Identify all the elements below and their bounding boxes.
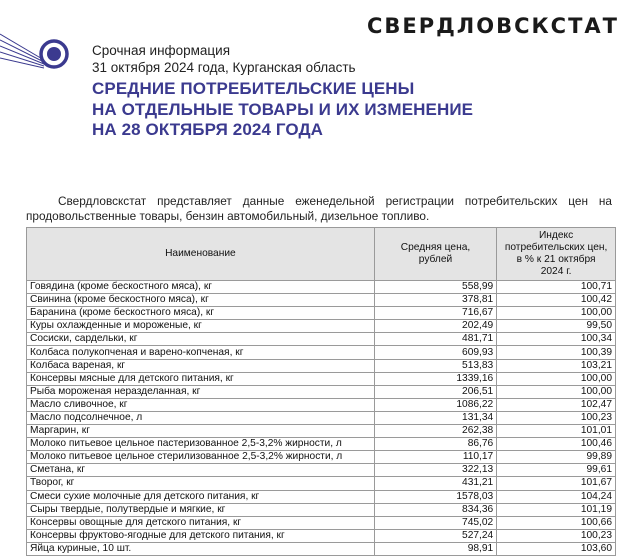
cell-avg-price: 834,36: [374, 503, 496, 516]
cell-avg-price: 716,67: [374, 307, 496, 320]
price-header-line: рублей: [418, 254, 453, 265]
table-row: [27, 477, 616, 490]
cell-avg-price: 527,24: [374, 529, 496, 542]
cell-product-name: Сметана, кг: [27, 464, 375, 477]
price-header-line: Средняя цена,: [400, 242, 471, 253]
diagonal-lines-decoration: [0, 34, 44, 68]
cell-product-name: Сосиски, сардельки, кг: [27, 333, 375, 346]
cell-product-name: Баранина (кроме бескостного мяса), кг: [27, 307, 375, 320]
cell-avg-price: 609,93: [374, 346, 496, 359]
cell-avg-price: 98,91: [374, 542, 496, 555]
column-header-price: [374, 228, 496, 281]
cell-avg-price: 431,21: [374, 477, 496, 490]
index-header-line: потребительских цен,: [504, 242, 608, 253]
cell-avg-price: 110,17: [374, 451, 496, 464]
agency-name: СВЕРДЛОВСКСТАТ: [366, 14, 619, 38]
column-header-name: Наименование: [27, 228, 375, 281]
cell-product-name: Свинина (кроме бескостного мяса), кг: [27, 294, 375, 307]
cell-avg-price: 1086,22: [374, 398, 496, 411]
cell-price-index: 100,00: [497, 385, 616, 398]
cell-price-index: 99,50: [497, 320, 616, 333]
cell-avg-price: 86,76: [374, 438, 496, 451]
cell-avg-price: 513,83: [374, 359, 496, 372]
cell-price-index: 99,89: [497, 451, 616, 464]
price-table: [26, 227, 616, 556]
cell-product-name: Колбаса вареная, кг: [27, 359, 375, 372]
table-row: [27, 425, 616, 438]
table-row: [27, 333, 616, 346]
table-row: [27, 398, 616, 411]
cell-avg-price: 378,81: [374, 294, 496, 307]
table-row: [27, 490, 616, 503]
cell-price-index: 100,46: [497, 438, 616, 451]
table-row: [27, 294, 616, 307]
intro-paragraph: Свердловскстат представляет данные еженедельной регистрации потребительских цен на продовольственные товары, бензин автомобильный, дизельное топливо.: [26, 193, 612, 223]
cell-price-index: 101,19: [497, 503, 616, 516]
cell-product-name: Куры охлажденные и мороженые, кг: [27, 320, 375, 333]
cell-price-index: 100,66: [497, 516, 616, 529]
release-type: Срочная информация: [92, 43, 231, 58]
cell-avg-price: 322,13: [374, 464, 496, 477]
cell-avg-price: 131,34: [374, 411, 496, 424]
table-row: [27, 464, 616, 477]
table-row: [27, 372, 616, 385]
table-row: [27, 542, 616, 555]
table-row: [27, 411, 616, 424]
page-title: [92, 79, 473, 141]
cell-price-index: 100,42: [497, 294, 616, 307]
cell-price-index: 102,47: [497, 398, 616, 411]
cell-product-name: Творог, кг: [27, 477, 375, 490]
cell-product-name: Смеси сухие молочные для детского питания, кг: [27, 490, 375, 503]
table-row: [27, 438, 616, 451]
cell-product-name: Масло подсолнечное, л: [27, 411, 375, 424]
table-row: [27, 516, 616, 529]
table-row: [27, 281, 616, 294]
table-row: [27, 529, 616, 542]
cell-price-index: 100,00: [497, 372, 616, 385]
cell-product-name: Маргарин, кг: [27, 425, 375, 438]
cell-price-index: 103,21: [497, 359, 616, 372]
cell-price-index: 100,23: [497, 529, 616, 542]
cell-price-index: 100,34: [497, 333, 616, 346]
cell-product-name: Сыры твердые, полутвердые и мягкие, кг: [27, 503, 375, 516]
cell-price-index: 104,24: [497, 490, 616, 503]
cell-product-name: Консервы овощные для детского питания, кг: [27, 516, 375, 529]
table-row: [27, 451, 616, 464]
title-line-3: НА 28 ОКТЯБРЯ 2024 ГОДА: [92, 120, 324, 139]
cell-price-index: 101,67: [497, 477, 616, 490]
table-row: [27, 359, 616, 372]
title-line-2: НА ОТДЕЛЬНЫЕ ТОВАРЫ И ИХ ИЗМЕНЕНИЕ: [92, 99, 474, 119]
cell-avg-price: 745,02: [374, 516, 496, 529]
cell-avg-price: 202,49: [374, 320, 496, 333]
cell-price-index: 103,60: [497, 542, 616, 555]
cell-price-index: 100,39: [497, 346, 616, 359]
cell-avg-price: 558,99: [374, 281, 496, 294]
cell-price-index: 100,00: [497, 307, 616, 320]
logo-graphic: [0, 30, 80, 84]
cell-product-name: Масло сливочное, кг: [27, 398, 375, 411]
release-date-region: 31 октября 2024 года, Курганская область: [92, 60, 356, 75]
title-line-1: СРЕДНИЕ ПОТРЕБИТЕЛЬСКИЕ ЦЕНЫ: [92, 79, 415, 98]
cell-avg-price: 262,38: [374, 425, 496, 438]
cell-price-index: 100,23: [497, 411, 616, 424]
cell-product-name: Консервы мясные для детского питания, кг: [27, 372, 375, 385]
cell-avg-price: 481,71: [374, 333, 496, 346]
cell-product-name: Яйца куриные, 10 шт.: [27, 542, 375, 555]
table-row: [27, 307, 616, 320]
cell-avg-price: 206,51: [374, 385, 496, 398]
table-row: [27, 346, 616, 359]
index-header-line: в % к 21 октября: [516, 254, 596, 265]
index-header-line: 2024 г.: [540, 266, 572, 277]
cell-avg-price: 1339,16: [374, 372, 496, 385]
cell-price-index: 99,61: [497, 464, 616, 477]
cell-price-index: 101,01: [497, 425, 616, 438]
cell-avg-price: 1578,03: [374, 490, 496, 503]
table-row: [27, 320, 616, 333]
cell-product-name: Молоко питьевое цельное стерилизованное 2,5-3,2% жирности, л: [27, 451, 375, 464]
cell-product-name: Рыба мороженая неразделанная, кг: [27, 385, 375, 398]
table-row: [27, 385, 616, 398]
cell-product-name: Говядина (кроме бескостного мяса), кг: [27, 281, 375, 294]
cell-product-name: Молоко питьевое цельное пастеризованное 2,5-3,2% жирности, л: [27, 438, 375, 451]
cell-price-index: 100,71: [497, 281, 616, 294]
table-header-row: [27, 228, 616, 281]
cell-product-name: Консервы фруктово-ягодные для детского питания, кг: [27, 529, 375, 542]
table-row: [27, 503, 616, 516]
column-header-index: [497, 228, 616, 281]
cell-product-name: Колбаса полукопченая и варено-копченая, кг: [27, 346, 375, 359]
index-header-line: Индекс: [538, 230, 574, 241]
header-info: [92, 42, 356, 76]
